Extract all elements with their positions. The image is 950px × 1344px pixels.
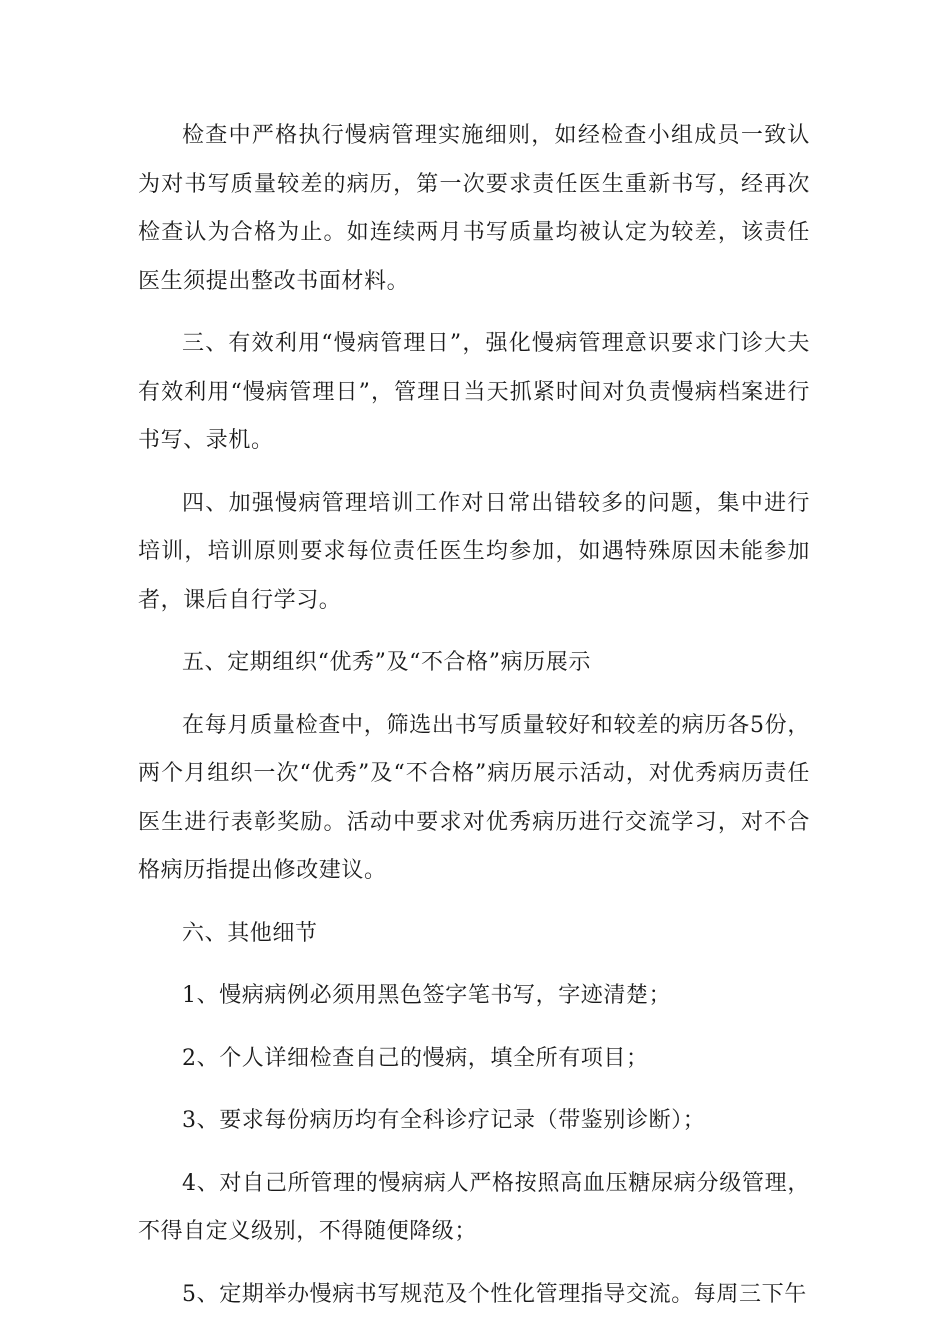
paragraph-section-three: 三、有效利用“慢病管理日”，强化慢病管理意识要求门诊大夫有效利用“慢病管理日”，管理日当天抓紧时间对负责慢病档案进行书写、录机。 (138, 331, 810, 453)
list-item-4: 4、对自己所管理的慢病病人严格按照高血压糖尿病分级管理，不得自定义级别，不得随便降级； (138, 1170, 810, 1244)
paragraph-section-five-body: 在每月质量检查中，筛选出书写质量较好和较差的病历各5份，两个月组织一次“优秀”及“不合格”病历展示活动，对优秀病历责任医生进行表彰奖励。活动中要求对优秀病历进行交流学习，对不合格病历指提出修改建议。 (138, 712, 810, 883)
heading-section-five: 五、定期组织“优秀”及“不合格”病历展示 (182, 650, 591, 675)
list-item-5: 5、定期举办慢病书写规范及个性化管理指导交流。每周三下午 (182, 1281, 807, 1307)
list-item-2: 2、个人详细检查自己的慢病，填全所有项目； (182, 1045, 649, 1071)
paragraph-section-four: 四、加强慢病管理培训工作对日常出错较多的问题，集中进行培训，培训原则要求每位责任医生均参加，如遇特殊原因未能参加者，课后自行学习。 (138, 490, 810, 613)
list-item-1: 1、慢病病例必须用黑色签字笔书写，字迹清楚； (182, 983, 672, 1008)
heading-section-six: 六、其他细节 (182, 920, 318, 946)
list-item-3: 3、要求每份病历均有全科诊疗记录（带鉴别诊断）； (182, 1108, 706, 1133)
paragraph-inspection-rules: 检查中严格执行慢病管理实施细则，如经检查小组成员一致认为对书写质量较差的病历，第一次要求责任医生重新书写，经再次检查认为合格为止。如连续两月书写质量均被认定为较差，该责任医生须提出整改书面材料。 (138, 123, 810, 294)
document-page (138, 112, 810, 1333)
